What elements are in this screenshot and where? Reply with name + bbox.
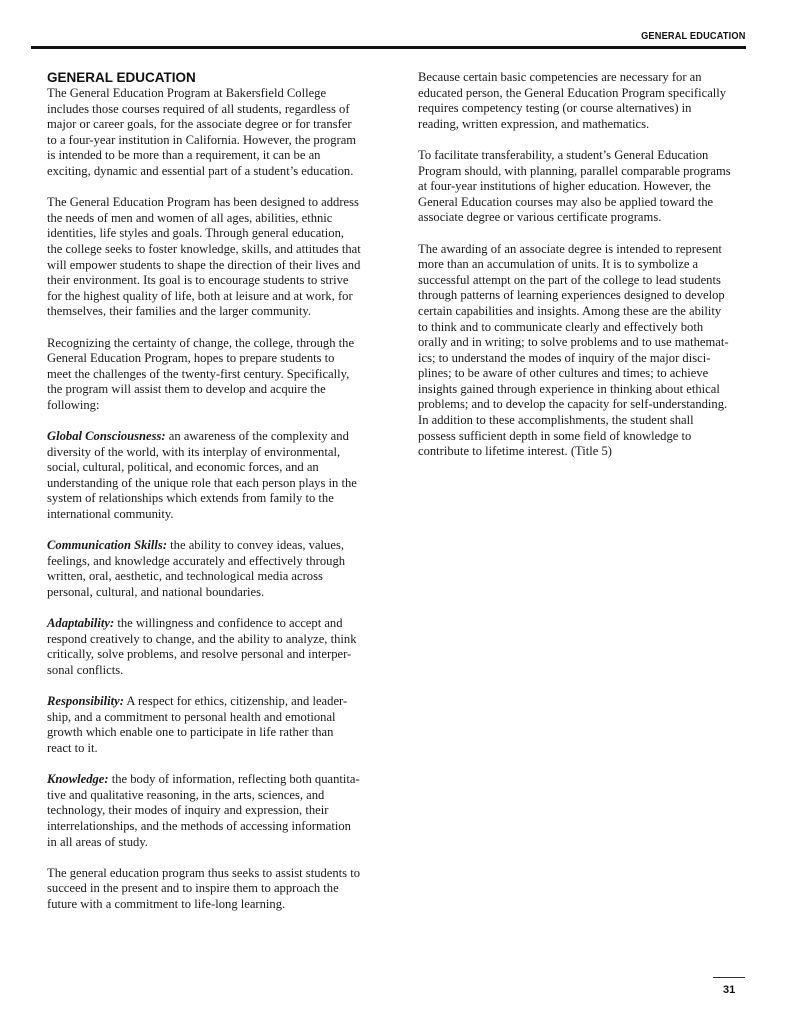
text-line: meet the challenges of the twenty-first century. Specifically, [47,366,350,381]
text-line: The general education program thus seeks to assist students to [47,865,361,880]
text-line: contribute to lifetime interest. (Title 5) [418,444,612,459]
text-line: ship, and a commitment to personal health and emotional [47,709,336,724]
text-line: following: [47,397,100,412]
text-line: tive and qualitative reasoning, in the arts, sciences, and [47,787,325,802]
text-line: insights gained through experience in thinking about ethical [418,381,720,396]
text-line: General Education Program, hopes to prepare students to [47,351,335,366]
running-head: GENERAL EDUCATION [641,31,746,42]
goal-term: Responsibility: [47,694,124,709]
text-line: personal, cultural, and national boundaries. [47,585,265,599]
text-line: possess sufficient depth in some field of knowledge to [418,428,692,443]
competencies-paragraph [418,70,758,132]
text-line: To facilitate transferability, a student’s General Education [418,147,709,162]
text-line: technology, their modes of inquiry and expression, their [47,803,329,818]
text-line: understanding of the unique role that each person plays in the [47,475,357,490]
text-line: Program should, with planning, parallel comparable programs [418,163,731,178]
text-line: feelings, and knowledge accurately and effectively through [47,553,346,568]
goal-definition: A respect for ethics, citizenship, and leader- [123,694,348,709]
text-line: their environment. Its goal is to encourage students to strive [47,273,349,288]
text-line: system of relationships which extends from family to the [47,491,334,506]
text-line: requires competency testing (or course alternatives) in [418,101,692,116]
text-line: the college seeks to foster knowledge, skills, and attitudes that [47,241,361,256]
goal-definition: an awareness of the complexity and [165,429,349,444]
section-title: GENERAL EDUCATION [47,70,196,85]
text-line: succeed in the present and to inspire them to approach the [47,881,339,896]
text-line: plines; to be aware of other cultures and times; to achieve [418,366,709,381]
goal-definition: the body of information, reflecting both quantita- [108,772,360,787]
text-line: written, oral, aesthetic, and technological media across [47,569,323,584]
text-line: social, cultural, political, and economic forces, and an [47,460,319,475]
text-line [47,772,387,788]
text-line: reading, written expression, and mathematics. [418,116,650,131]
closing-paragraph [47,866,387,913]
goal-knowledge [47,772,387,850]
text-line: identities, life styles and goals. Through general education, [47,226,345,241]
associate-degree-paragraph [418,242,758,460]
text-line [47,429,387,445]
text-line [47,538,387,554]
text-line: General Education courses may also be applied toward the [418,194,714,209]
text-line: to a four-year institution in California. However, the program [47,132,357,147]
page-number: 31 [723,984,736,996]
goal-term: Global Consciousness: [47,429,166,444]
text-line: orally and in writing; to solve problems and to use mathemat- [418,335,729,350]
goal-global-consciousness [47,429,387,523]
text-line: The General Education Program at Bakersfield College [47,86,327,100]
text-line: In addition to these accomplishments, the student shall [418,413,694,428]
text-line: associate degree or various certificate programs. [418,210,662,225]
text-line: certain capabilities and insights. Among these are the ability [418,303,722,318]
text-line: more than an accumulation of units. It is to symbolize a [418,257,699,272]
text-line: growth which enable one to participate in life rather than [47,725,334,740]
text-line [47,694,387,710]
left-column [47,70,387,928]
goal-term: Adaptability: [47,616,115,631]
right-column [418,70,758,475]
change-paragraph [47,336,387,414]
text-line: the needs of men and women of all ages, abilities, ethnic [47,210,333,225]
text-line: Because certain basic competencies are necessary for an [418,70,702,84]
text-line: educated person, the General Education Program specifically [418,85,727,100]
text-line: for the highest quality of life, both at leisure and at work, for [47,288,353,303]
text-line: in all areas of study. [47,834,148,849]
goal-term: Communication Skills: [47,538,168,553]
goal-term: Knowledge: [47,772,109,787]
goal-definition: the willingness and confidence to accept and [114,616,343,631]
text-line: diversity of the world, with its interplay of environmental, [47,444,341,459]
text-line: problems; and to develop the capacity for self-understanding. [418,397,728,412]
text-line: major or career goals, for the associate degree or for transfer [47,117,352,132]
text-line: ics; to understand the modes of inquiry of the major disci- [418,350,711,365]
text-line [47,616,387,632]
goal-adaptability [47,616,387,678]
text-line: to think and to communicate clearly and effectively both [418,319,704,334]
text-line: the program will assist them to develop and acquire the [47,382,326,397]
intro-paragraph [47,86,387,180]
text-line: respond creatively to change, and the ability to analyze, think [47,631,357,646]
text-line: react to it. [47,740,98,755]
text-line: includes those courses required of all students, regardless of [47,101,350,116]
text-line: critically, solve problems, and resolve personal and interper- [47,647,352,662]
text-line: future with a commitment to life-long learning. [47,896,286,911]
text-line: exciting, dynamic and essential part of a student’s education. [47,163,354,178]
goal-communication-skills [47,538,387,600]
text-line: interrelationships, and the methods of accessing information [47,818,351,833]
text-line: The awarding of an associate degree is intended to represent [418,241,722,256]
footer-rule [713,977,745,978]
header-rule [31,46,746,49]
transferability-paragraph [418,148,758,226]
text-line: at four-year institutions of higher education. However, the [418,179,711,194]
text-line: successful attempt on the part of the college to lead students [418,272,721,287]
text-line: through patterns of learning experiences designed to develop [418,288,725,303]
text-line: will empower students to shape the direction of their lives and [47,257,361,272]
design-paragraph [47,195,387,320]
text-line: sonal conflicts. [47,662,124,677]
goal-responsibility [47,694,387,756]
goal-definition: the ability to convey ideas, values, [167,538,344,553]
text-line: international community. [47,507,174,522]
text-line: themselves, their families and the larger community. [47,304,312,319]
text-line: is intended to be more than a requirement, it can be an [47,148,321,163]
text-line: Recognizing the certainty of change, the college, through the [47,335,355,350]
text-line: The General Education Program has been designed to address [47,195,359,210]
